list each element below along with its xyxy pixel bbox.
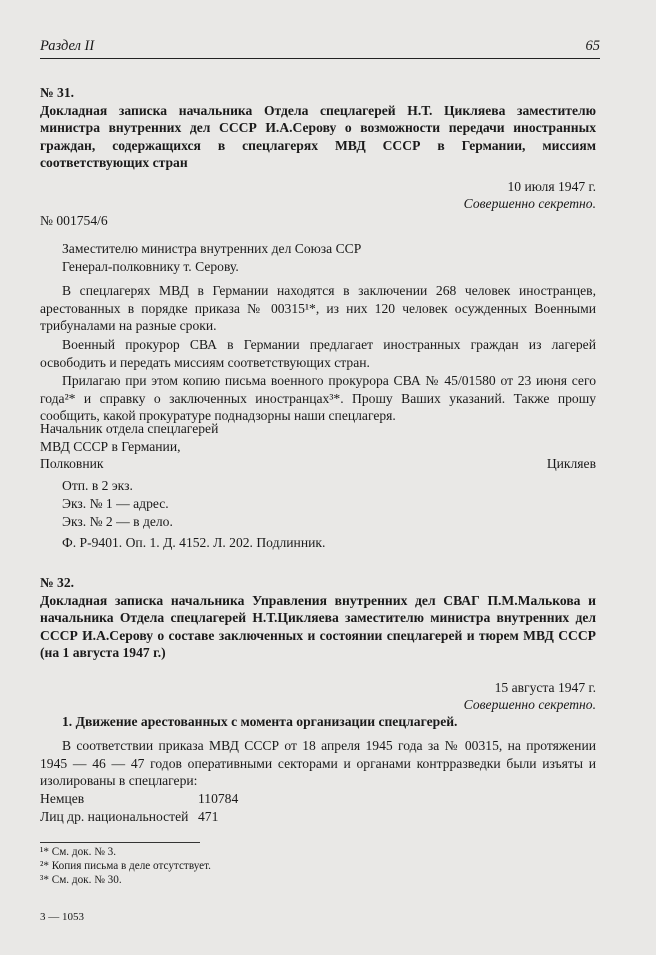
footnote-divider	[40, 842, 200, 843]
doc32-paragraph-1: В соответствии приказа МВД СССР от 18 апреля 1945 года за № 00315, на протяжении 1945 — 46 — 47 годов оперативными секторами и органами контрразведки были изъяты и изолированы в спецлагери:	[40, 738, 596, 789]
doc31-title: Докладная записка начальника Отдела спецлагерей Н.Т. Цикляева заместителю министра внутренних дел СССР И.А.Серову о возможности передачи иностранных граждан, содержащихся в спецлагерях МВД СССР в Германии, миссиям соответствующих стран	[40, 103, 596, 171]
row-label: Немцев	[40, 791, 85, 806]
doc31-paragraph-3: Прилагаю при этом копию письма военного прокурора СВА № 45/01580 от 23 июня сего года²* и справку о заключенных иностранцах³*. Прошу Ваших указаний. Также прошу сообщить, какой прокуратуре поднадзорны наши спецлагеря.	[40, 373, 596, 424]
table-row	[40, 790, 300, 808]
doc31-copies-3: Экз. № 2 — в дело.	[62, 514, 173, 529]
doc32-date: 15 августа 1947 г.	[494, 680, 596, 695]
doc32-title: Докладная записка начальника Управления внутренних дел СВАГ П.М.Малькова и начальника Отдела спецлагерей Н.Т.Цикляева заместителю министра внутренних дел СССР И.А.Серову о составе заключенных и состоянии спецлагерей и тюрем МВД СССР (на 1 августа 1947 г.)	[40, 593, 596, 661]
doc31-signature	[40, 420, 596, 476]
row-label: Лиц др. национальностей	[40, 809, 189, 824]
doc31-number: № 31.	[40, 85, 75, 100]
row-value: 471	[198, 809, 219, 824]
doc31-classification: Совершенно секретно.	[463, 196, 596, 211]
doc31-reg-number: № 001754/6	[40, 213, 108, 228]
footnote: ¹* См. док. № 3.	[40, 846, 117, 858]
doc31-date: 10 июля 1947 г.	[507, 179, 596, 194]
running-header	[40, 36, 600, 59]
doc31-addressee-1: Заместителю министра внутренних дел Союза ССР	[62, 241, 362, 256]
signature-line-1: Начальник отдела спецлагерей	[40, 421, 219, 436]
footnotes	[40, 845, 211, 887]
signature-line-2: МВД СССР в Германии,	[40, 438, 181, 454]
doc31-archive-reference: Ф. Р-9401. Оп. 1. Д. 4152. Л. 202. Подлинник.	[62, 535, 326, 550]
doc31-addressee-2: Генерал-полковнику т. Серову.	[62, 259, 239, 274]
row-value: 110784	[198, 791, 239, 806]
section-label: Раздел II	[40, 38, 95, 54]
doc31-paragraph-2: Военный прокурор СВА в Германии предлагает иностранных граждан из лагерей освободить и передать миссиям соответствующих стран.	[40, 337, 596, 370]
signature-line-3: Полковник	[40, 456, 104, 472]
page-number: 65	[585, 38, 600, 54]
doc32-classification: Совершенно секретно.	[463, 697, 596, 712]
doc31-copies-2: Экз. № 1 — адрес.	[62, 496, 169, 511]
detainee-table	[40, 790, 300, 826]
signature-name: Цикляев	[546, 456, 596, 471]
signature-sheet-mark: 3 — 1053	[40, 911, 84, 923]
table-row	[40, 808, 300, 826]
footnote: ²* Копия письма в деле отсутствует.	[40, 860, 211, 872]
doc31-paragraph-1: В спецлагерях МВД в Германии находятся в заключении 268 человек иностранцев, арестованных в порядке приказа № 00315¹*, из них 120 человек осужденных Военными трибуналами на разные сроки.	[40, 283, 596, 334]
doc32-number: № 32.	[40, 575, 75, 590]
footnote: ³* См. док. № 30.	[40, 874, 122, 886]
doc32-section-heading: 1. Движение арестованных с момента организации спецлагерей.	[62, 714, 458, 729]
doc31-copies-1: Отп. в 2 экз.	[62, 478, 133, 493]
